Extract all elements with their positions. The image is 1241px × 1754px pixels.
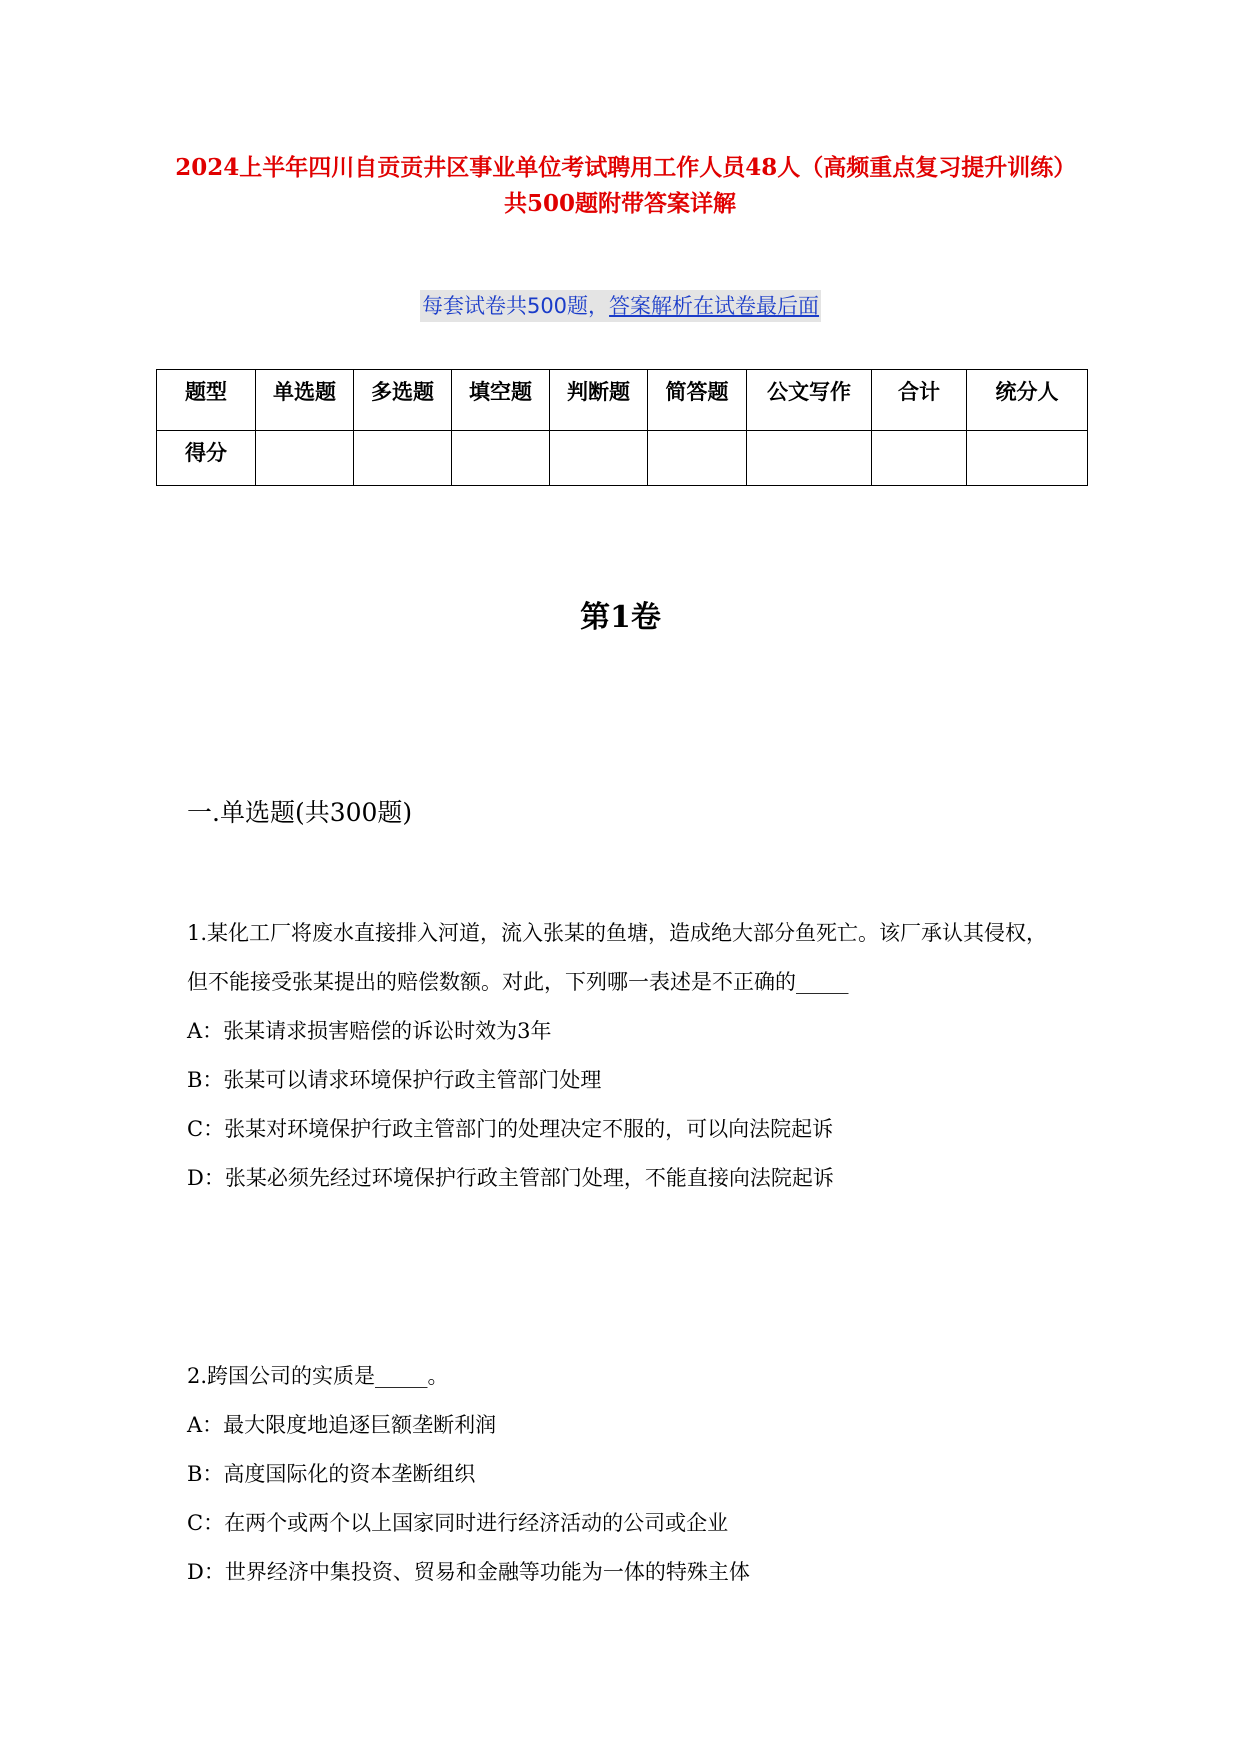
option-b: B：高度国际化的资本垄断组织	[187, 1462, 476, 1486]
option-a: A：最大限度地追逐巨额垄断利润	[187, 1413, 497, 1437]
header-cell-total: 合计	[872, 370, 967, 431]
header-cell-multiple-choice: 多选题	[354, 370, 452, 431]
option-d: D：张某必须先经过环境保护行政主管部门处理，不能直接向法院起诉	[187, 1166, 834, 1190]
score-cell-empty	[967, 430, 1088, 485]
question-2	[187, 1352, 1067, 1597]
option-c: C：张某对环境保护行政主管部门的处理决定不服的，可以向法院起诉	[187, 1117, 834, 1141]
score-table	[156, 369, 1088, 486]
header-cell-short-answer: 简答题	[648, 370, 747, 431]
score-cell-empty	[648, 430, 747, 485]
header-cell-type: 题型	[157, 370, 256, 431]
score-cell-empty	[872, 430, 967, 485]
question-1	[187, 909, 1067, 1203]
option-b: B：张某可以请求环境保护行政主管部门处理	[187, 1068, 602, 1092]
document-title: 2024上半年四川自贡贡井区事业单位考试聘用工作人员48人（高频重点复习提升训练）共500题附带答案详解	[175, 154, 1065, 217]
option-a: A：张某请求损害赔偿的诉讼时效为3年	[187, 1019, 552, 1043]
subtitle-container	[0, 290, 1241, 322]
score-cell-empty	[452, 430, 550, 485]
score-cell-empty	[256, 430, 354, 485]
subtitle-part2: 答案解析在试卷最后面	[609, 294, 820, 318]
score-table-score-row	[157, 430, 1088, 485]
score-row-label: 得分	[157, 430, 256, 485]
score-table-header-row	[157, 370, 1088, 431]
question-stem: 1.某化工厂将废水直接排入河道，流入张某的鱼塘，造成绝大部分鱼死亡。该厂承认其侵权，但不能接受张某提出的赔偿数额。对此，下列哪一表述是不正确的_____	[187, 921, 1048, 994]
subtitle-part1: 每套试卷共500题，	[421, 294, 610, 318]
question-stem: 2.跨国公司的实质是_____。	[187, 1364, 449, 1388]
header-cell-scorer: 统分人	[967, 370, 1088, 431]
header-cell-true-false: 判断题	[550, 370, 648, 431]
score-cell-empty	[354, 430, 452, 485]
option-d: D：世界经济中集投资、贸易和金融等功能为一体的特殊主体	[187, 1560, 750, 1584]
header-cell-official-writing: 公文写作	[747, 370, 872, 431]
score-cell-empty	[550, 430, 648, 485]
volume-heading: 第1卷	[580, 600, 661, 635]
score-cell-empty	[747, 430, 872, 485]
subtitle	[420, 290, 821, 322]
header-cell-fill-blank: 填空题	[452, 370, 550, 431]
option-c: C：在两个或两个以上国家同时进行经济活动的公司或企业	[187, 1511, 729, 1535]
header-cell-single-choice: 单选题	[256, 370, 354, 431]
section-heading: 一.单选题(共300题)	[187, 798, 413, 827]
